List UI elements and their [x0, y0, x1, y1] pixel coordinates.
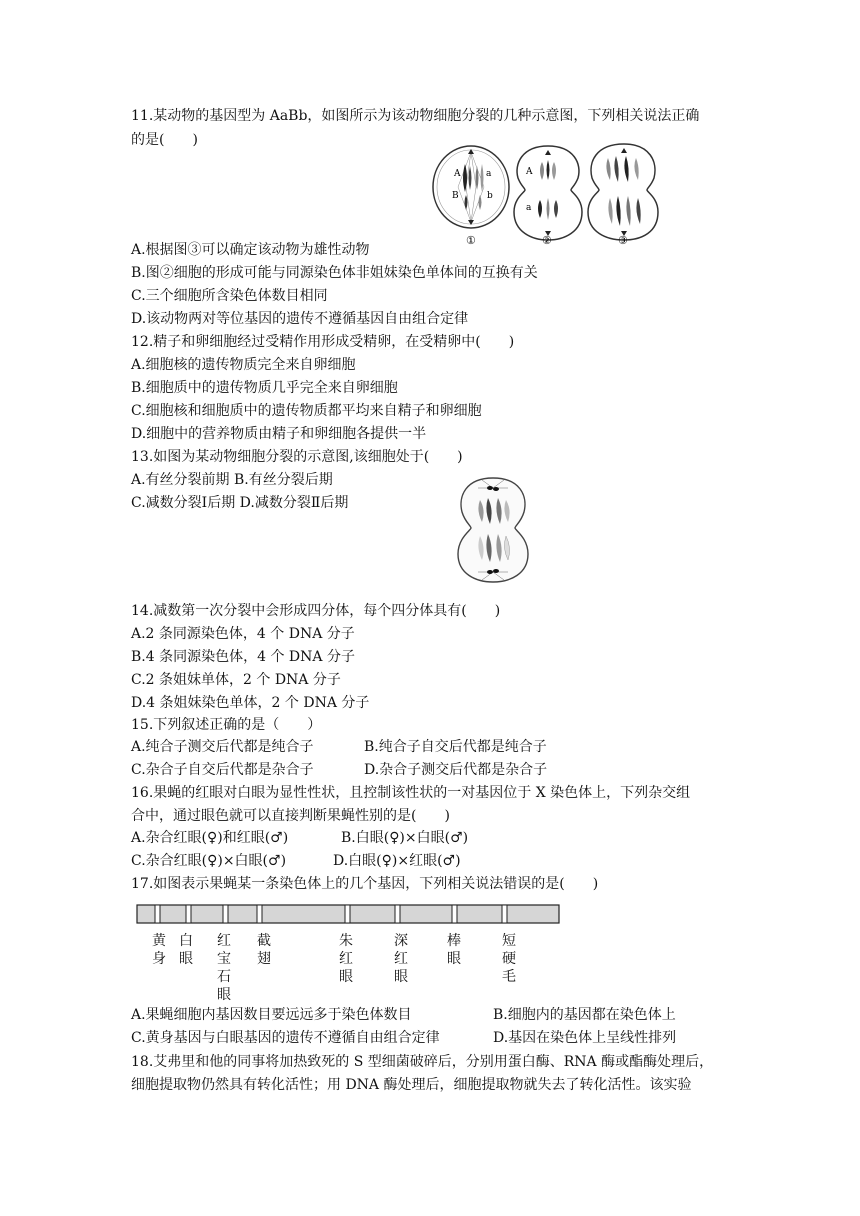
- q16-stem-line1: 16.果蝇的红眼对白眼为显性性状，且控制该性状的一对基因位于 X 染色体上，下列杂交组: [131, 785, 691, 801]
- q11-cell-division-figure: [430, 140, 660, 246]
- q12-option-d: D.细胞中的营养物质由精子和卵细胞各提供一半: [131, 426, 427, 442]
- q16-option-d: D.白眼(♀)×红眼(♂): [333, 853, 461, 869]
- q13-options-line2: C.减数分裂Ⅰ后期 D.减数分裂Ⅱ后期: [131, 495, 349, 511]
- allele-b: b: [487, 191, 493, 201]
- q11-option-a: A.根据图③可以确定该动物为雄性动物: [131, 242, 370, 258]
- q14-stem: 14.减数第一次分裂中会形成四分体，每个四分体具有( ): [131, 603, 501, 619]
- q16-option-c: C.杂合红眼(♀)×白眼(♂): [131, 853, 287, 869]
- q13-stem: 13.如图为某动物细胞分裂的示意图,该细胞处于( ): [131, 449, 463, 465]
- allele-B: B: [452, 191, 459, 201]
- q17-option-c: C.黄身基因与白眼基因的遗传不遵循自由组合定律: [131, 1030, 440, 1046]
- figure-label-1: ①: [466, 234, 476, 246]
- allele-A-2: A: [526, 167, 533, 177]
- gene-label-short-bristle: 短硬毛: [502, 933, 516, 985]
- gene-label-white-eye: 白眼: [179, 933, 193, 967]
- figure-label-2: ②: [542, 234, 552, 246]
- q14-option-a: A.2 条同源染色体，4 个 DNA 分子: [131, 626, 355, 642]
- q16-stem-line2: 合中，通过眼色就可以直接判断果蝇性别的是( ): [131, 808, 450, 824]
- q11-stem-line2: 的是( ): [131, 132, 198, 148]
- q16-option-b: B.白眼(♀)×白眼(♂): [341, 830, 469, 846]
- gene-label-cut-wing: 截翅: [257, 933, 271, 967]
- q15-option-a: A.纯合子测交后代都是纯合子: [131, 739, 314, 755]
- figure-label-3: ③: [618, 234, 628, 246]
- q15-stem: 15.下列叙述正确的是（ ）: [131, 717, 322, 733]
- q15-option-c: C.杂合子自交后代都是杂合子: [131, 762, 314, 778]
- q12-option-b: B.细胞质中的遗传物质几乎完全来自卵细胞: [131, 380, 398, 396]
- q17-option-a: A.果蝇细胞内基因数目要远远多于染色体数目: [131, 1007, 412, 1023]
- cell-1: [433, 146, 509, 228]
- allele-A: A: [454, 169, 461, 179]
- q13-cell-figure: [452, 474, 534, 586]
- q15-option-b: B.纯合子自交后代都是纯合子: [364, 739, 547, 755]
- gene-label-bar-eye: 棒眼: [447, 933, 461, 967]
- allele-a: a: [486, 169, 492, 179]
- q11-option-c: C.三个细胞所含染色体数目相同: [131, 288, 328, 304]
- q14-option-c: C.2 条姐妹单体，2 个 DNA 分子: [131, 672, 341, 688]
- q11-option-d: D.该动物两对等位基因的遗传不遵循基因自由组合定律: [131, 311, 469, 327]
- allele-a-2: a: [526, 203, 532, 213]
- q18-stem-line2: 细胞提取物仍然具有转化活性；用 DNA 酶处理后，细胞提取物就失去了转化活性。该实验: [131, 1077, 692, 1093]
- q14-option-b: B.4 条同源染色体，4 个 DNA 分子: [131, 649, 355, 665]
- cell-2: [514, 146, 582, 240]
- gene-label-deep-red-eye: 深红眼: [394, 933, 408, 985]
- q17-option-b: B.细胞内的基因都在染色体上: [493, 1007, 676, 1023]
- q11-option-b: B.图②细胞的形成可能与同源染色体非姐妹染色单体间的互换有关: [131, 265, 538, 281]
- q15-option-d: D.杂合子测交后代都是杂合子: [364, 762, 548, 778]
- cell-3: [588, 144, 658, 240]
- q12-option-c: C.细胞核和细胞质中的遗传物质都平均来自精子和卵细胞: [131, 403, 482, 419]
- q17-option-d: D.基因在染色体上呈线性排列: [493, 1030, 677, 1046]
- q11-stem-line1: 11.某动物的基因型为 AaBb，如图所示为该动物细胞分裂的几种示意图，下列相关说法正确: [131, 108, 700, 124]
- chromosome-gene-bar: [136, 904, 562, 926]
- gene-label-ruby-eye: 红宝石眼: [217, 933, 231, 1003]
- q17-stem: 17.如图表示果蝇某一条染色体上的几个基因，下列相关说法错误的是( ): [131, 876, 599, 892]
- gene-label-vermilion-eye: 朱红眼: [339, 933, 353, 985]
- gene-label-yellow-body: 黄身: [152, 933, 166, 967]
- q13-options-line1: A.有丝分裂前期 B.有丝分裂后期: [131, 472, 333, 488]
- q12-option-a: A.细胞核的遗传物质完全来自卵细胞: [131, 357, 356, 373]
- q16-option-a: A.杂合红眼(♀)和红眼(♂): [131, 830, 289, 846]
- q14-option-d: D.4 条姐妹染色单体，2 个 DNA 分子: [131, 695, 370, 711]
- q12-stem: 12.精子和卵细胞经过受精作用形成受精卵，在受精卵中( ): [131, 334, 515, 350]
- q18-stem-line1: 18.艾弗里和他的同事将加热致死的 S 型细菌破碎后，分别用蛋白酶、RNA 酶或酯酶处理后，: [131, 1054, 714, 1070]
